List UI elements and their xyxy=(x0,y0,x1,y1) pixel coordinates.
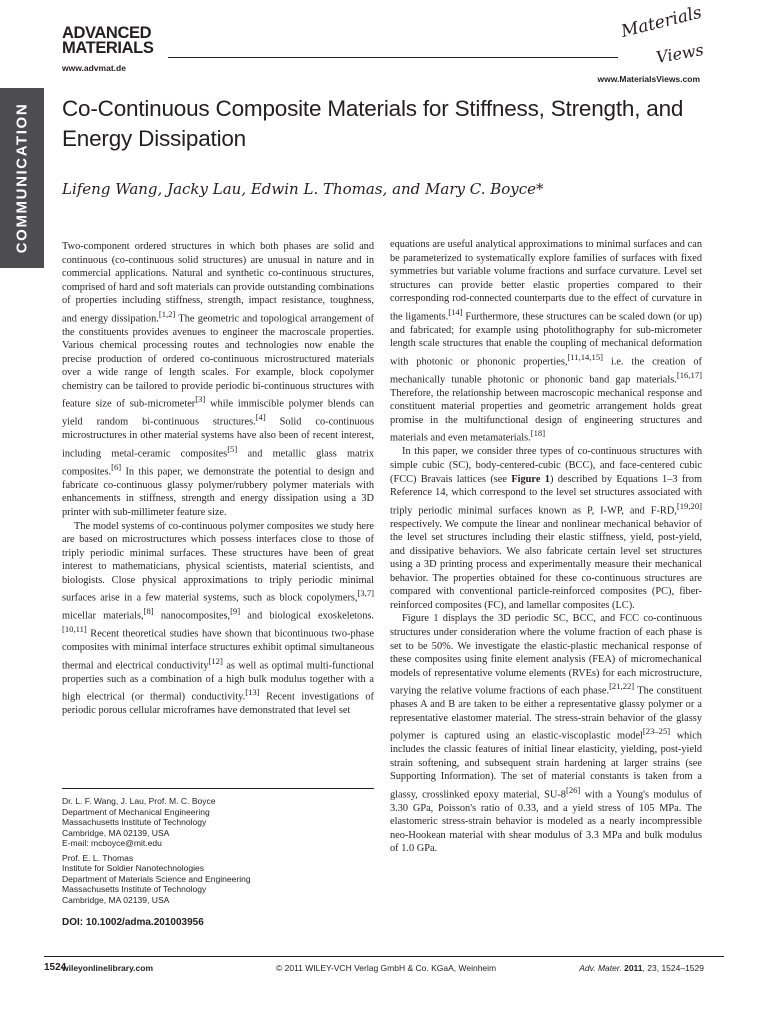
text-run: i.e. the creation of mechanically tunable photonic or phononic band gap materials. xyxy=(390,356,702,386)
citation[interactable]: [8] xyxy=(143,606,154,617)
logo-line-1: ADVANCED xyxy=(62,24,152,42)
text-run: with a Young's modulus of 3.30 GPa, Poisson's ratio of 0.33, and a yield stress of 105 MPa. The elastomeric stress-strain behavior is modeled as a nearly incompressible neo-Hookean material with shear modulus of 3.3 MPa and bulk modulus of 1.0 GPa. xyxy=(390,789,702,855)
left-column xyxy=(62,240,374,718)
citation[interactable]: [10,11] xyxy=(62,624,87,635)
text-run: Solid co-continuous microstructures in other material systems have also been of recent interest, including metal-ceramic composites xyxy=(62,416,374,460)
citation[interactable]: [5] xyxy=(227,443,238,454)
citation[interactable]: [3,7] xyxy=(357,588,374,599)
text-run: nanocomposites, xyxy=(153,610,231,622)
citation[interactable]: [3] xyxy=(195,394,206,405)
citation[interactable]: [6] xyxy=(111,461,122,472)
contact-email[interactable]: E-mail: mcboyce@mit.edu xyxy=(62,838,162,849)
materials-views-logo xyxy=(619,2,706,74)
right-column xyxy=(390,238,702,856)
text-run: equations are useful analytical approximations to minimal surfaces and can be parameterized to systematically explore families of surfaces with fixed symmetries but variable volume fractions and surface curvature. Level set structures can provide better elastic properties compared to their corresponding rod-connected counterparts due to the effect of curvature in the ligaments. xyxy=(390,239,702,323)
journal-url[interactable]: www.advmat.de xyxy=(62,63,126,73)
affiliation-line: Cambridge, MA 02139, USA xyxy=(62,894,170,905)
materials-views-logo-line-2: Views xyxy=(654,39,706,67)
doi-link[interactable]: DOI: 10.1002/adma.201003956 xyxy=(62,917,204,928)
affiliation-line: Massachusetts Institute of Technology xyxy=(62,817,207,828)
materials-views-logo-line-1: Materials xyxy=(619,2,704,42)
text-run: ) described by Equations 1–3 from Reference 14, which correspond to the level set structures associated with triply periodic minimal surfaces known as P, I-WP, and F-RD, xyxy=(390,473,703,517)
citation[interactable]: [9] xyxy=(230,606,241,617)
text-run: In this paper, we consider three types of co-continuous structures with simple cubic (SC), body-centered-cubic (BCC), and face-centered cubic (FCC) Bravais lattices (see xyxy=(390,446,702,485)
citation[interactable]: [23–25] xyxy=(642,726,671,737)
text-run: Furthermore, these structures can be scaled down (or up) and fabricated; for example using photolithography for sub-micrometer length scale structures that enable the coupling of mechanical deformation with photonic or phononic properties, xyxy=(390,311,703,368)
citation[interactable]: [16,17] xyxy=(676,369,702,380)
footer-divider xyxy=(44,956,724,957)
text-run: The model systems of co-continuous polymer composites we study here are based on microstructures which possess interfaces close to those of triply periodic minimal surfaces. These structures have been of great interest to mathematicians, physical scientists, material scientists, and biologists. Close physical approximations to triply periodic minimal surfaces arise in a few material systems, such as block copolymers, xyxy=(62,520,374,604)
journal-volume-pages: , 23, 1524–1529 xyxy=(642,963,704,973)
citation[interactable]: [13] xyxy=(245,687,260,698)
citation[interactable]: [1,2] xyxy=(158,308,176,319)
text-run: In this paper, we demonstrate the potential to design and fabricate co-continuous glassy polymer/rubbery polymer materials with enhancements in stiffness, strength and energy dissipation using a 3D printer with sub-millimeter feature size. xyxy=(62,466,374,519)
text-run: respectively. We compute the linear and nonlinear mechanical behavior of the level set structures including their elastic stiffness, yield, post-yield, and dissipative behaviors. We also fabricate certain level set structures using a 3D printing process and experimentally measure their mechanical behavior. The properties obtained for these co-continuous structures are compared with conventional particle-reinforced composites (PC), fiber-reinforced composites (FC), and lamellar composites (LC). xyxy=(390,518,702,611)
affiliation-line: Institute for Soldier Nanotechnologies xyxy=(62,863,205,874)
section-tab xyxy=(0,88,44,268)
section-tab-label: COMMUNICATION xyxy=(13,102,31,254)
text-run: and biological exoskeletons. xyxy=(240,610,375,622)
affiliation-divider xyxy=(62,788,374,789)
affiliation-line: Cambridge, MA 02139, USA xyxy=(62,827,170,838)
text-run: and metallic glass matrix composites. xyxy=(62,448,375,478)
footer-site-link[interactable]: wileyonlinelibrary.com xyxy=(62,963,154,973)
advanced-materials-logo xyxy=(62,26,166,56)
affiliation-line: Massachusetts Institute of Technology xyxy=(62,884,207,895)
figure-reference[interactable]: Figure 1 xyxy=(511,473,550,485)
journal-year: 2011 xyxy=(624,963,643,973)
journal-citation xyxy=(579,963,704,973)
text-run: micellar materials, xyxy=(62,610,144,622)
citation[interactable]: [14] xyxy=(448,306,463,317)
logo-line-2: MATERIALS xyxy=(62,39,154,57)
journal-name: Adv. Mater. xyxy=(579,963,622,973)
citation[interactable]: [19,20] xyxy=(676,500,702,511)
header-divider xyxy=(168,57,618,58)
text-run: The geometric and topological arrangement of the constituents provides avenues to engineer the macroscale properties. Various chemical processing routes and technologies now enable the precise production of ordered co-continuous microstructured materials over a wide range of length scales. For example, block copolymer chemistry can be tailored to provide periodic bi-continuous structures with feature size of sub-micrometer xyxy=(62,313,374,410)
affiliation-line: Dr. L. F. Wang, J. Lau, Prof. M. C. Boyce xyxy=(62,796,216,806)
page-number: 1524 xyxy=(44,962,67,973)
left-paragraph-2 xyxy=(62,520,374,718)
citation[interactable]: [4] xyxy=(255,412,266,423)
right-paragraph-1 xyxy=(390,238,702,445)
text-run: Recent investigations of periodic porous cellular microframes have demonstrated that level set xyxy=(62,691,374,717)
affiliation-line: Department of Mechanical Engineering xyxy=(62,806,210,817)
text-run: while immiscible polymer blends can yield random bi-continuous structures. xyxy=(62,398,374,428)
affiliation-line: Department of Materials Science and Engineering xyxy=(62,873,251,884)
citation[interactable]: [26] xyxy=(565,784,581,795)
page-footer xyxy=(44,962,704,976)
citation[interactable]: [11,14,15] xyxy=(567,351,603,362)
text-run: Two-component ordered structures in which both phases are solid and continuous (co-continuous solid structures) are unusual in nature and in commercial applications. Natural and synthetic co-continuous structures, comprised of hard and soft materials can provide outstanding combinations of properties including stiffness, strength, impact resistance, toughness, and energy dissipation. xyxy=(62,241,374,325)
affiliations xyxy=(62,796,374,905)
citation[interactable]: [12] xyxy=(208,655,223,666)
text-run: Recent theoretical studies have shown that bicontinuous two-phase composites with minimal interface structures exhibit optimal simultaneous thermal and electrical conductivity xyxy=(62,628,374,672)
affiliation-line: Prof. E. L. Thomas xyxy=(62,852,134,863)
text-run: Therefore, the relationship between macroscopic mechanical response and constituent material properties and geometric arrangement holds great promise in the multifunctional design of engineering structures and materials and even metamaterials. xyxy=(390,387,702,444)
left-paragraph-1 xyxy=(62,240,374,520)
citation[interactable]: [18] xyxy=(530,428,546,439)
text-run: as well as optimal multi-functional properties such as a combination of a high bulk modulus together with a high electrical (or thermal) conductivity. xyxy=(62,660,375,703)
copyright: © 2011 WILEY-VCH Verlag GmbH & Co. KGaA, Weinheim xyxy=(276,963,497,973)
right-paragraph-3 xyxy=(390,612,702,856)
article-authors: Lifeng Wang, Jacky Lau, Edwin L. Thomas, and Mary C. Boyce* xyxy=(62,180,544,198)
text-run: The constituent phases A and B are taken to be either a representative glassy polymer or a representative elastomer material. The stress-strain behavior of the glassy polymer is captured using an elastic-viscoplastic model xyxy=(390,685,702,742)
citation[interactable]: [21,22] xyxy=(609,681,635,692)
text-run: which includes the classic features of initial linear elasticity, yielding, post-yield strain softening, and subsequent strain hardening at larger strains (see Supporting Information). The set of material constants is taken from a glassy, crosslinked epoxy material, SU-8 xyxy=(390,730,702,801)
article-title: Co-Continuous Composite Materials for Stiffness, Strength, and Energy Dissipation xyxy=(62,96,684,151)
materials-views-url[interactable]: www.MaterialsViews.com xyxy=(597,74,700,84)
text-run: Figure 1 displays the 3D periodic SC, BCC, and FCC co-continuous structures under consideration where the volume fraction of each phase is set to be 50%. We investigate the elastic-plastic mechanical response of these composites using finite element analysis (FEA) of micromechanical models of representative volume elements (RVEs) for each microstructure, varying the relative volume fractions of each phase. xyxy=(390,613,702,697)
right-paragraph-2 xyxy=(390,445,702,612)
